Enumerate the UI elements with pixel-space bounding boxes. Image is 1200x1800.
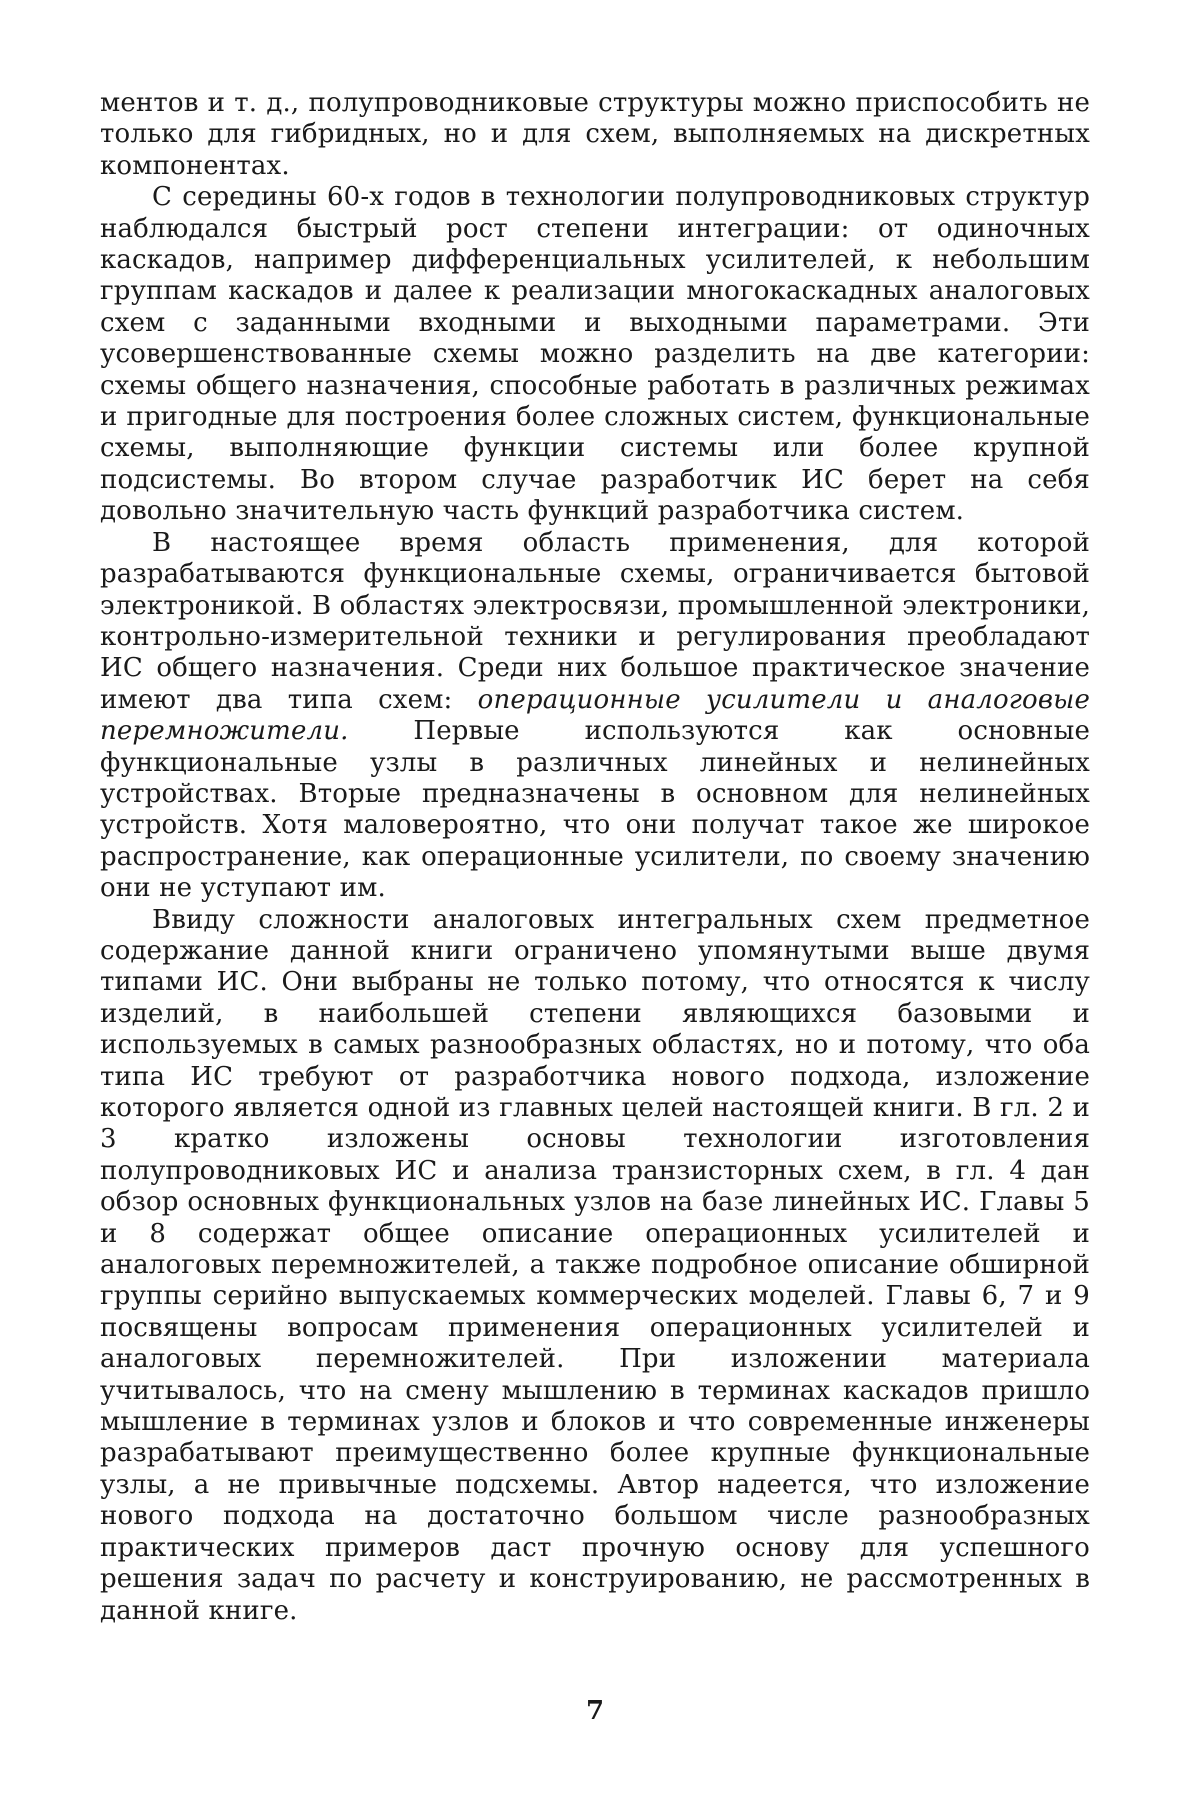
paragraph-integration-history: С середины 60-х годов в технологии полупроводниковых структур наблюдался быстрый рост степени интеграции: от одиночных каскадов, например дифференциальных усилителей, к небольшим группам каскадов и далее к реализации многокаскадных аналоговых схем с заданными входными и выходными параметрами. Эти усовершенствованные схемы можно разделить на две категории: схемы общего назначения, способные работать в различных режимах и пригодные для построения более сложных систем, функциональные схемы, выполняющие функции системы или более крупной подсистемы. Во втором случае разработчик ИС берет на себя довольно значительную часть функций разработчика систем. bbox=[100, 182, 1090, 527]
italic-emphasis: операционные усилители и аналоговые перемножители. bbox=[100, 684, 1091, 747]
paragraph-book-scope: Ввиду сложности аналоговых интегральных схем предметное содержание данной книги ограничено упомянутыми выше двумя типами ИС. Они выбраны не только потому, что относятся к числу изделий, в наибольшей степени являющихся базовыми и используемых в самых разнообразных областях, но и потому, что оба типа ИС требуют от разработчика нового подхода, изложение которого является одной из главных целей настоящей книги. В гл. 2 и 3 кратко изложены основы технологии изготовления полупроводниковых ИС и анализа транзисторных схем, в гл. 4 дан обзор основных функциональных узлов на базе линейных ИС. Главы 5 и 8 содержат общее описание операционных усилителей и аналоговых перемножителей, а также подробное описание обширной группы серийно выпускаемых коммерческих моделей. Главы 6, 7 и 9 посвящены вопросам применения операционных усилителей и аналоговых перемножителей. При изложении материала учитывалось, что на смену мышлению в терминах каскадов пришло мышление в терминах узлов и блоков и что современные инженеры разрабатывают преимущественно более крупные функциональные узлы, а не привычные подсхемы. Автор надеется, что изложение нового подхода на достаточно большом числе разнообразных практических примеров даст прочную основу для успешного решения задач по расчету и конструированию, не рассмотренных в данной книге. bbox=[100, 904, 1090, 1626]
paragraph-application-areas bbox=[100, 528, 1090, 905]
paragraph-text-before-italic: В настоящее время область применения, для которой разрабатываются функциональные схемы, ограничивается бытовой электроникой. В областях электросвязи, промышленной электроники, контрольно-измерительной техники и регулирования преобладают ИС общего назначения. Среди них большое практическое значение имеют два типа схем: bbox=[100, 527, 1090, 715]
paragraph-continuation: ментов и т. д., полупроводниковые структуры можно приспособить не только для гибридных, но и для схем, выполняемых на дискретных компонентах. bbox=[100, 88, 1090, 181]
page-number: 7 bbox=[585, 1696, 605, 1726]
book-page bbox=[100, 88, 1090, 1748]
paragraph-text-after-italic: Первые используются как основные функциональные узлы в различных линейных и нелинейных устройствах. Вторые предназначены в основном для нелинейных устройств. Хотя маловероятно, что они получат такое же широкое распространение, как операционные усилители, по своему значению они не уступают им. bbox=[100, 716, 1090, 904]
